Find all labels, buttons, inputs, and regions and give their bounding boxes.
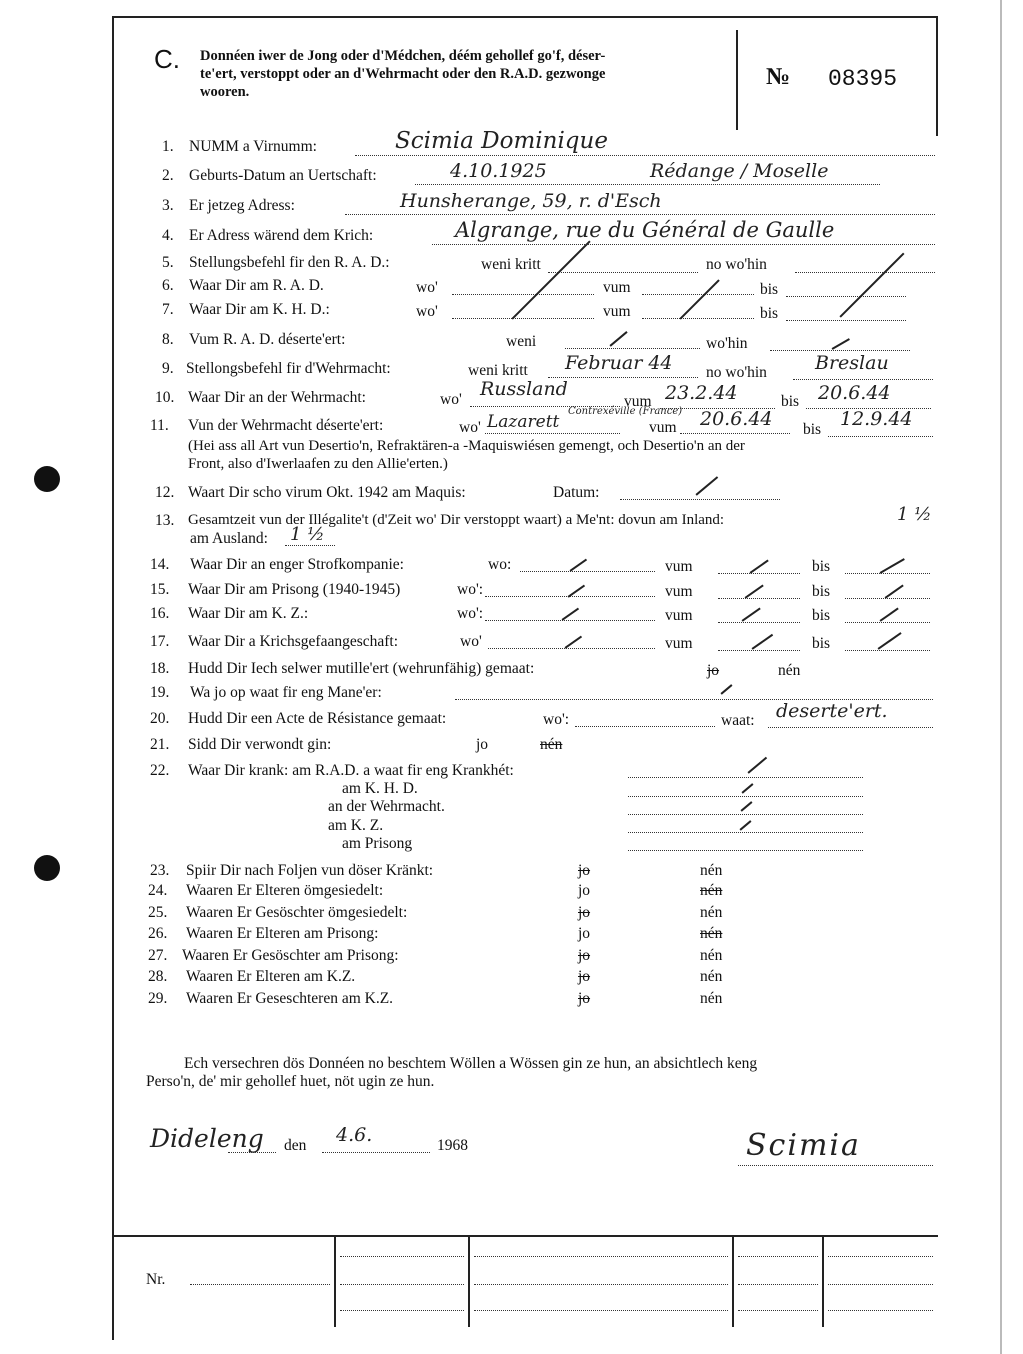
q17-from-line [718, 650, 800, 651]
q11-where-label: wo' [459, 419, 481, 436]
q18-yes-struck: jo [707, 662, 720, 679]
signature-place: Dideleng [150, 1124, 264, 1153]
q7-where-line [452, 318, 594, 319]
q29-yes-struck: jo [578, 990, 591, 1007]
footer-line [828, 1310, 933, 1311]
q2-label: Geburts-Datum an Uertschaft: [189, 167, 377, 184]
strike-mark [741, 783, 753, 793]
q11-from-value: 20.6.44 [700, 408, 773, 430]
q7-number: 7. [162, 301, 174, 318]
declaration-text: Ech versechren dös Donnéen no beschtem Wöllen a Wössen gin ze hun, an absichtlech keng Perso'n, de' mir gehollef huet, nöt ugin ze hun. [146, 1055, 758, 1090]
q17-from-label: vum [665, 635, 693, 652]
q17-to-label: bis [812, 635, 831, 652]
q14-from-line [718, 573, 800, 574]
q24-label: Waaren Er Elteren ömgesiedelt: [186, 882, 384, 899]
q17-where-line [488, 648, 655, 649]
q2-birth-place: Rédange / Moselle [650, 160, 829, 182]
q4-line [432, 244, 935, 245]
q22-line [628, 850, 863, 851]
strike-mark [742, 608, 761, 622]
q14-where-line [520, 571, 655, 572]
strike-mark [839, 253, 904, 318]
footer-line [738, 1256, 818, 1257]
strike-mark [570, 559, 587, 572]
strike-mark [745, 585, 764, 599]
q23-label: Spiir Dir nach Foljen vun döser Kränkt: [186, 862, 434, 879]
q29-number: 29. [148, 990, 168, 1007]
q11-note: (Hei ass all Art vun Desertio'n, Refraktären-a -Maquiswiésen gemengt, och Desertio'n an der Front, also d'Iwerlaafen zu den Allie'erten.) [188, 438, 745, 472]
q17-number: 17. [150, 633, 170, 650]
signature-handwritten: Scimia [746, 1128, 861, 1163]
q28-yes-struck: jo [578, 968, 591, 985]
q20-label: Hudd Dir een Acte de Résistance gemaat: [188, 710, 447, 727]
q22-sub-item: an der Wehrmacht. [328, 798, 445, 815]
q26-yes: jo [578, 925, 591, 942]
scan-edge [1000, 0, 1002, 1354]
q10-from-value: 23.2.44 [665, 382, 738, 404]
q17-where-label: wo' [460, 633, 482, 650]
q22-label: Waar Dir krank: am R.A.D. a waat fir eng Krankhét: [188, 762, 514, 779]
q6-where-line [452, 294, 594, 295]
footer-line [340, 1284, 464, 1285]
q5-when-line [548, 272, 698, 273]
q7-label: Waar Dir am K. H. D.: [189, 301, 330, 318]
q11-to-line [828, 436, 933, 437]
strike-mark [747, 757, 766, 774]
q23-no: nén [700, 862, 723, 879]
q5-number: 5. [162, 254, 174, 271]
strike-mark [679, 279, 719, 319]
footer-line [474, 1310, 728, 1311]
footer-col-divider [732, 1235, 734, 1327]
q29-label: Waaren Er Geseschteren am K.Z. [186, 990, 394, 1007]
q22-line [628, 777, 863, 778]
q20-where-line [575, 726, 715, 727]
footer-line [340, 1256, 464, 1257]
q13-ausland-line [285, 545, 335, 546]
q6-to-line [786, 296, 906, 297]
q6-where-label: wo' [416, 279, 438, 296]
signature-line [738, 1165, 933, 1166]
q22-sub-item: am K. Z. [328, 817, 384, 834]
q8-where-label: wo'hin [706, 335, 748, 352]
q11-where-line [485, 433, 620, 434]
q9-when-value: Februar 44 [565, 352, 673, 374]
punch-hole [34, 466, 60, 492]
q11-from-line [680, 433, 790, 434]
q15-from-line [718, 598, 800, 599]
q14-where-label: wo: [488, 556, 512, 573]
footer-line [828, 1284, 933, 1285]
q11-to-label: bis [803, 421, 822, 438]
q9-when-label: weni kritt [468, 362, 528, 379]
q11-label: Vun der Wehrmacht déserte'ert: [188, 417, 384, 434]
q12-date-label: Datum: [553, 484, 600, 501]
q17-label: Waar Dir a Krichsgefaangeschaft: [188, 633, 399, 650]
q11-where-value: Lazarett [487, 412, 560, 432]
q9-where-label: no wo'hin [706, 364, 767, 381]
q14-from-label: vum [665, 558, 693, 575]
q27-yes-struck: jo [578, 947, 591, 964]
q5-when-label: weni kritt [481, 256, 541, 273]
q22-line [628, 814, 863, 815]
q27-number: 27. [148, 947, 168, 964]
q28-label: Waaren Er Elteren am K.Z. [186, 968, 356, 985]
strike-mark [511, 240, 590, 319]
q25-yes-struck: jo [578, 904, 591, 921]
q13-inland-value: 1 ½ [897, 504, 932, 525]
q15-from-label: vum [665, 583, 693, 600]
q7-from-line [642, 318, 754, 319]
q27-label: Waaren Er Gesöschter am Prisong: [182, 947, 399, 964]
q10-number: 10. [155, 389, 175, 406]
q12-number: 12. [155, 484, 175, 501]
q15-to-label: bis [812, 583, 831, 600]
footer-line [474, 1284, 728, 1285]
strike-mark [720, 684, 732, 694]
q10-to-value: 20.6.44 [818, 382, 891, 404]
q6-from-label: vum [603, 279, 631, 296]
strike-mark [609, 331, 627, 346]
q2-number: 2. [162, 167, 174, 184]
q3-current-address: Hunsherange, 59, r. d'Esch [400, 190, 662, 212]
header-intro: Donnéen iwer de Jong oder d'Médchen, déém gehollef go'f, déser- te'ert, verstoppt oder an d'Wehrmacht oder den R.A.D. gezwonge wooren. [200, 48, 606, 100]
q24-number: 24. [148, 882, 168, 899]
strike-mark [885, 585, 904, 599]
section-letter: C. [154, 44, 180, 74]
strike-mark [739, 820, 751, 830]
q10-where-label: wo' [440, 391, 462, 408]
q16-label: Waar Dir am K. Z.: [188, 605, 309, 622]
strike-mark [832, 338, 850, 349]
q8-when-line [565, 348, 700, 349]
form-border-left [112, 16, 114, 1340]
q20-number: 20. [150, 710, 170, 727]
q8-when-label: weni [506, 333, 537, 350]
q21-yes: jo [476, 736, 489, 753]
number-box-divider [736, 30, 738, 130]
q25-label: Waaren Er Gesöschter ömgesiedelt: [186, 904, 408, 921]
q12-label: Waart Dir scho virum Okt. 1942 am Maquis: [188, 484, 466, 501]
q13-ausland-label: am Ausland: [190, 530, 268, 547]
footer-col-divider [334, 1235, 336, 1327]
q4-label: Er Adress wärend dem Krich: [189, 227, 374, 244]
q1-number: 1. [162, 138, 174, 155]
q19-label: Wa jo op waat fir eng Mane'er: [190, 684, 382, 701]
place-line [228, 1152, 276, 1153]
q15-number: 15. [150, 581, 170, 598]
q4-number: 4. [162, 227, 174, 244]
q1-name-value: Scimia Dominique [395, 128, 608, 154]
q20-where-label: wo': [543, 711, 570, 728]
q10-label: Waar Dir an der Wehrmacht: [188, 389, 366, 406]
q1-label: NUMM a Virnumm: [189, 138, 317, 155]
q14-to-label: bis [812, 558, 831, 575]
q26-number: 26. [148, 925, 168, 942]
q3-label: Er jetzeg Adress: [189, 197, 295, 214]
footer-nr-line [190, 1284, 330, 1285]
footer-line [828, 1256, 933, 1257]
q25-no: nén [700, 904, 723, 921]
q5-where-line [795, 272, 935, 273]
q26-label: Waaren Er Elteren am Prisong: [186, 925, 379, 942]
q22-sub-item: am Prisong [342, 835, 413, 852]
q14-to-line [845, 573, 930, 574]
q14-number: 14. [150, 556, 170, 573]
q9-where-line [793, 379, 933, 380]
document-number: 08395 [828, 66, 898, 92]
signature-year: 1968 [437, 1137, 468, 1154]
number-symbol: № [766, 64, 791, 90]
q7-to-label: bis [760, 305, 779, 322]
strike-mark [880, 608, 899, 622]
strike-mark [740, 801, 752, 811]
q9-label: Stellongsbefehl fir d'Wehrmacht: [186, 360, 391, 377]
form-border-right [936, 16, 938, 136]
q9-when-line [548, 377, 698, 378]
q17-to-line [845, 650, 930, 651]
footer-col-divider [822, 1235, 824, 1327]
q20-what-label: waat: [721, 712, 755, 729]
q18-no: nén [778, 662, 801, 679]
q10-to-label: bis [781, 393, 800, 410]
q15-label: Waar Dir am Prisong (1940-1945) [188, 581, 401, 598]
q16-from-label: vum [665, 607, 693, 624]
q11-number: 11. [150, 417, 169, 434]
q13-number: 13. [155, 512, 175, 529]
q27-no: nén [700, 947, 723, 964]
q5-label: Stellungsbefehl fir den R. A. D.: [189, 254, 390, 271]
q22-line [628, 796, 863, 797]
q21-number: 21. [150, 736, 170, 753]
footer-line [340, 1310, 464, 1311]
q23-yes-struck: jo [578, 862, 591, 879]
q21-no-struck: nén [540, 736, 563, 753]
q16-to-label: bis [812, 607, 831, 624]
strike-mark [750, 560, 769, 574]
q3-number: 3. [162, 197, 174, 214]
q11-from-label: vum [649, 419, 677, 436]
form-border-top [112, 16, 937, 18]
q20-what-line [768, 727, 933, 728]
q8-label: Vum R. A. D. déserte'ert: [189, 331, 346, 348]
q16-number: 16. [150, 605, 170, 622]
q22-number: 22. [150, 762, 170, 779]
q8-where-line [770, 350, 910, 351]
q1-line [355, 155, 935, 156]
q6-from-line [642, 294, 754, 295]
q16-where-label: wo': [457, 605, 484, 622]
q28-number: 28. [148, 968, 168, 985]
strike-mark [562, 608, 579, 621]
q6-number: 6. [162, 277, 174, 294]
q13-label: Gesamtzeit vun der Illégalite't (d'Zeit wo' Dir verstoppt waart) a Me'nt: dovun am Inland: [188, 512, 725, 528]
q2-line [415, 184, 880, 185]
q2-birth-date: 4.10.1925 [450, 160, 547, 182]
q18-label: Hudd Dir Iech selwer mutille'ert (wehrunfähig) gemaat: [188, 660, 535, 677]
q7-where-label: wo' [416, 303, 438, 320]
q22-line [628, 832, 863, 833]
date-line [322, 1152, 430, 1153]
q10-where-value: Russland [480, 378, 568, 400]
q5-where-label: no wo'hin [706, 256, 767, 273]
q26-no-struck: nén [700, 925, 723, 942]
q28-no: nén [700, 968, 723, 985]
q8-number: 8. [162, 331, 174, 348]
punch-hole [34, 855, 60, 881]
q19-number: 19. [150, 684, 170, 701]
footer-line [474, 1256, 728, 1257]
q12-date-line [620, 499, 780, 500]
strike-mark [565, 636, 582, 649]
signature-date: 4.6. [336, 1124, 373, 1146]
footer-nr-label: Nr. [146, 1271, 166, 1288]
q16-to-line [845, 622, 930, 623]
q11-to-value: 12.9.44 [840, 408, 913, 430]
footer-top-rule [113, 1235, 938, 1237]
q22-sub-item: am K. H. D. [342, 780, 418, 797]
q7-to-line [786, 320, 906, 321]
q3-line [345, 214, 935, 215]
q16-from-line [718, 622, 800, 623]
q4-war-address: Algrange, rue du Général de Gaulle [455, 218, 835, 242]
signature-den-label: den [284, 1137, 307, 1154]
q15-where-label: wo': [457, 581, 484, 598]
footer-line [738, 1310, 818, 1311]
q25-number: 25. [148, 904, 168, 921]
q15-to-line [845, 598, 930, 599]
q24-no-struck: nén [700, 882, 723, 899]
q29-no: nén [700, 990, 723, 1007]
q24-yes: jo [578, 882, 591, 899]
strike-mark [752, 634, 773, 650]
strike-mark [695, 476, 717, 495]
q23-number: 23. [150, 862, 170, 879]
q10-from-label: vum [624, 393, 652, 410]
footer-line [738, 1284, 818, 1285]
q13-ausland-value: 1 ½ [290, 524, 325, 545]
q9-number: 9. [162, 360, 174, 377]
q7-from-label: vum [603, 303, 631, 320]
strike-mark [878, 632, 902, 649]
q9-where-value: Breslau [815, 352, 889, 374]
footer-col-divider [468, 1235, 470, 1327]
q16-where-line [485, 620, 655, 621]
q14-label: Waar Dir an enger Strofkompanie: [190, 556, 404, 573]
q6-label: Waar Dir am R. A. D. [189, 277, 324, 294]
q21-label: Sidd Dir verwondt gin: [188, 736, 332, 753]
strike-mark [880, 558, 905, 573]
q6-to-label: bis [760, 281, 779, 298]
q11-where-note: Contrexéville (France) [568, 406, 683, 417]
q20-what-value: deserte'ert. [776, 700, 888, 722]
q18-number: 18. [150, 660, 170, 677]
